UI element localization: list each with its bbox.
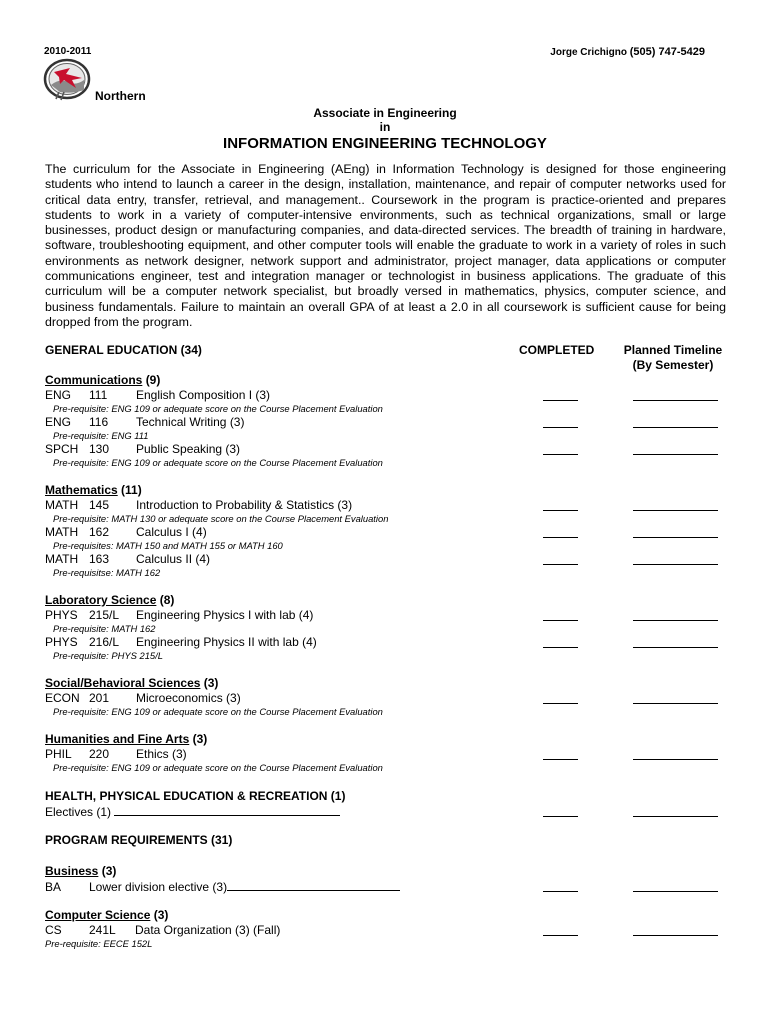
prereq-math163: Pre-requisitse: MATH 162: [53, 567, 161, 578]
social-sciences-heading: Social/Behavioral Sciences (3): [45, 676, 219, 690]
timeline-field-phys215[interactable]: [633, 620, 718, 621]
completed-field-econ201[interactable]: [543, 703, 578, 704]
humanities-heading: Humanities and Fine Arts (3): [45, 732, 208, 746]
completed-field-phys215[interactable]: [543, 620, 578, 621]
completed-field-ba[interactable]: [543, 891, 578, 892]
communications-heading: Communications (9): [45, 373, 161, 387]
ba-elective-input[interactable]: [227, 879, 400, 891]
college-logo-icon: [42, 58, 94, 102]
program-description: The curriculum for the Associate in Engineering (AEng) in Information Technology is designed for those engineering students who intend to launch a career in the design, installation, maintenance, and repair of computer networks used for critical data entry, transfer, retrieval, and management.. Coursework in the program is practice-oriented and prepares students to work in a variety of computer-intensive environments, such as technical organizations, small or large businesses, product design or manufacturing companies, and data-directed services. The breadth of training in hardware, software, troubleshooting equipment, and other computer tools will enable the graduate to work in a variety of roles in such environments as network designer, network support and administrator, project manager, data applications or computer communications engineer, test and integration manager or technologist in business applications. The graduate of this curriculum will be a computer network specialist, but broadly versed in mathematics, physics, computer science, and business fundamentals. Failure to maintain an overall GPA of at least a 2.0 in all coursework is sufficient cause for being dropped from the program.: [45, 162, 726, 329]
computer-science-heading: Computer Science (3): [45, 908, 169, 922]
academic-year: 2010-2011: [44, 46, 92, 57]
completed-field-phil220[interactable]: [543, 759, 578, 760]
course-math145: MATH 145 Introduction to Probability & Statistics (3): [45, 498, 353, 512]
electives-input[interactable]: [114, 804, 340, 816]
degree-line: Associate in Engineering: [313, 106, 457, 120]
completed-field-cs241[interactable]: [543, 935, 578, 936]
electives-line: Electives (1): [45, 804, 340, 819]
timeline-field-ba[interactable]: [633, 891, 718, 892]
prereq-econ201: Pre-requisite: ENG 109 or adequate score on the Course Placement Evaluation: [53, 706, 383, 717]
prereq-math145: Pre-requisite: MATH 130 or adequate score on the Course Placement Evaluation: [53, 513, 389, 524]
course-math163: MATH 163 Calculus II (4): [45, 552, 211, 566]
prereq-math162: Pre-requisites: MATH 150 and MATH 155 or MATH 160: [53, 540, 283, 551]
completed-column-header: COMPLETED: [519, 343, 595, 357]
contact-name: Jorge Crichigno: [550, 47, 627, 58]
course-cs241: CS 241L Data Organization (3) (Fall): [45, 923, 281, 937]
completed-field-electives[interactable]: [543, 816, 578, 817]
course-math162: MATH 162 Calculus I (4): [45, 525, 207, 539]
degree-connector: in: [379, 120, 391, 134]
timeline-field-cs241[interactable]: [633, 935, 718, 936]
completed-field-eng116[interactable]: [543, 427, 578, 428]
timeline-field-spch130[interactable]: [633, 454, 718, 455]
timeline-field-math163[interactable]: [633, 564, 718, 565]
prereq-phys215: Pre-requisite: MATH 162: [53, 623, 156, 634]
course-spch130: SPCH 130 Public Speaking (3): [45, 442, 241, 456]
business-heading: Business (3): [45, 864, 117, 878]
course-econ201: ECON 201 Microeconomics (3): [45, 691, 241, 705]
prereq-eng111: Pre-requisite: ENG 109 or adequate score on the Course Placement Evaluation: [53, 403, 383, 414]
completed-field-math163[interactable]: [543, 564, 578, 565]
course-eng116: ENG 116 Technical Writing (3): [45, 415, 245, 429]
program-title: INFORMATION ENGINEERING TECHNOLOGY: [223, 135, 547, 152]
planned-timeline-header: [612, 343, 734, 373]
course-eng111: ENG 111 English Composition I (3): [45, 388, 271, 402]
prereq-phys216: Pre-requisite: PHYS 215/L: [53, 650, 163, 661]
prereq-cs241: Pre-requisite: EECE 152L: [45, 938, 153, 949]
lab-science-heading: Laboratory Science (8): [45, 593, 175, 607]
timeline-field-electives[interactable]: [633, 816, 718, 817]
timeline-field-phys216[interactable]: [633, 647, 718, 648]
timeline-field-eng111[interactable]: [633, 400, 718, 401]
timeline-field-eng116[interactable]: [633, 427, 718, 428]
planned-timeline-label: Planned Timeline: [623, 343, 723, 357]
mathematics-heading: Mathematics (11): [45, 483, 142, 497]
course-phys216: PHYS 216/L Engineering Physics II with lab (4): [45, 635, 317, 649]
contact-info: [550, 46, 705, 58]
completed-field-spch130[interactable]: [543, 454, 578, 455]
timeline-field-phil220[interactable]: [633, 759, 718, 760]
timeline-field-math162[interactable]: [633, 537, 718, 538]
hper-heading: HEALTH, PHYSICAL EDUCATION & RECREATION (1): [45, 789, 346, 803]
program-requirements-heading: PROGRAM REQUIREMENTS (31): [45, 833, 233, 847]
course-ba: BA Lower division elective (3): [45, 879, 400, 894]
completed-field-eng111[interactable]: [543, 400, 578, 401]
completed-field-phys216[interactable]: [543, 647, 578, 648]
by-semester-label: (By Semester): [632, 358, 714, 372]
prereq-spch130: Pre-requisite: ENG 109 or adequate score on the Course Placement Evaluation: [53, 457, 383, 468]
timeline-field-econ201[interactable]: [633, 703, 718, 704]
logo-wordmark: Northern: [95, 89, 146, 103]
prereq-eng116: Pre-requisite: ENG 111: [53, 430, 149, 441]
completed-field-math145[interactable]: [543, 510, 578, 511]
course-phys215: PHYS 215/L Engineering Physics I with lab (4): [45, 608, 314, 622]
completed-field-math162[interactable]: [543, 537, 578, 538]
contact-phone: (505) 747-5429: [629, 46, 705, 58]
general-education-heading: GENERAL EDUCATION (34): [45, 343, 202, 357]
timeline-field-math145[interactable]: [633, 510, 718, 511]
prereq-phil220: Pre-requisite: ENG 109 or adequate score on the Course Placement Evaluation: [53, 762, 383, 773]
course-phil220: PHIL 220 Ethics (3): [45, 747, 187, 761]
